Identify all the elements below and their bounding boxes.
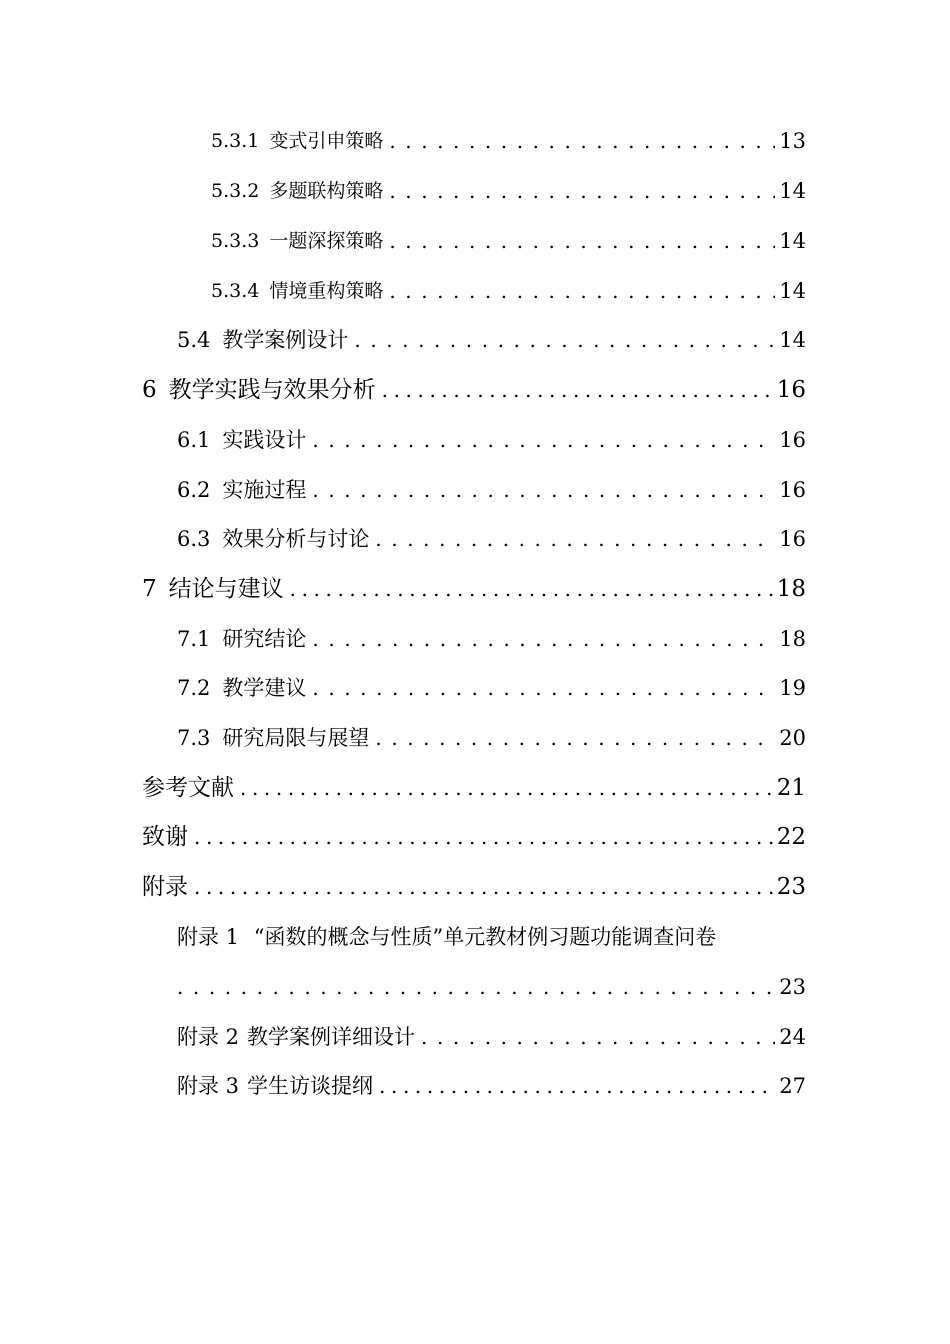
- toc-entry-title: 教学实践与效果分析: [168, 377, 376, 403]
- toc-entry-page: 16: [779, 527, 806, 551]
- toc-entry-title: 变式引申策略: [269, 130, 384, 152]
- toc-entry-page: 14: [779, 279, 806, 303]
- dot-leader: [354, 325, 775, 355]
- toc-entry-title: 多题联构策略: [269, 180, 384, 202]
- toc-entry-page: 18: [779, 627, 806, 651]
- dot-leader: [389, 226, 775, 256]
- toc-entry[interactable]: [177, 673, 806, 703]
- toc-entry-page: 24: [779, 1025, 806, 1049]
- toc-entry[interactable]: [177, 1071, 806, 1101]
- toc-entry-wrapped-title[interactable]: [177, 922, 817, 952]
- toc-entry-page: 21: [776, 775, 806, 801]
- toc-entry-page: 22: [776, 824, 806, 850]
- toc-entry-title: 情境重构策略: [269, 280, 384, 302]
- toc-entry-number: 5.3.1: [211, 130, 260, 152]
- toc-entry[interactable]: [211, 276, 806, 306]
- toc-entry-number: 7.3: [177, 726, 211, 750]
- toc-entry[interactable]: [211, 176, 806, 206]
- toc-entry-number: 6.3: [177, 527, 211, 551]
- toc-entry-page: 16: [776, 377, 806, 403]
- toc-entry-page: 16: [779, 428, 806, 452]
- toc-entry-number: 7: [142, 576, 157, 602]
- toc-entry-page: 19: [779, 676, 806, 700]
- toc-entry-title: 实施过程: [222, 478, 307, 502]
- toc-entry-page: 23: [776, 874, 806, 900]
- toc-entry-number: 5.3.4: [211, 280, 260, 302]
- dot-leader: [194, 872, 773, 902]
- toc-entry-number: 附录 1: [177, 925, 240, 949]
- dot-leader: [421, 1022, 775, 1052]
- dot-leader: [389, 176, 775, 206]
- toc-entry-number: 5.3.2: [211, 180, 260, 202]
- toc-entry-title: 结论与建议: [168, 576, 284, 602]
- toc-entry-number: 7.1: [177, 627, 211, 651]
- toc-entry[interactable]: [177, 624, 806, 654]
- toc-entry-number: 5.4: [177, 328, 211, 352]
- toc-entry-title: 效果分析与讨论: [222, 527, 370, 551]
- toc-entry-title: 教学案例设计: [222, 328, 349, 352]
- toc-entry[interactable]: [142, 872, 806, 902]
- dot-leader: [389, 276, 775, 306]
- toc-entry-number: 6.1: [177, 428, 211, 452]
- toc-entry-title: 教学案例详细设计: [247, 1025, 416, 1049]
- toc-entry-title: 学生访谈提纲: [247, 1074, 374, 1098]
- toc-entry-number: 6.2: [177, 478, 211, 502]
- toc-entry[interactable]: [142, 822, 806, 852]
- toc-entry[interactable]: [211, 226, 806, 256]
- dot-leader: [375, 723, 775, 753]
- toc-entry-title: 致谢: [142, 824, 188, 850]
- toc-entry[interactable]: [177, 1022, 806, 1052]
- toc-entry-number: 5.3.3: [211, 230, 260, 252]
- toc-entry-title: 研究局限与展望: [222, 726, 370, 750]
- toc-entry-title: “函数的概念与性质”单元教材例习题功能调查问卷: [253, 925, 717, 949]
- toc-entry-number: 7.2: [177, 676, 211, 700]
- dot-leader: [290, 574, 773, 604]
- toc-entry-title: 研究结论: [222, 627, 307, 651]
- toc-entry[interactable]: [177, 524, 806, 554]
- toc-entry-title: 教学建议: [222, 676, 307, 700]
- dot-leader: [312, 673, 775, 703]
- toc-entry[interactable]: [142, 375, 806, 405]
- toc-entry-page: 14: [779, 179, 806, 203]
- toc-entry[interactable]: [177, 325, 806, 355]
- toc-entry[interactable]: [142, 773, 806, 803]
- toc-entry-page: 23: [779, 975, 806, 999]
- dot-leader: [177, 972, 775, 1002]
- toc-entry-number: 附录 3: [177, 1074, 240, 1098]
- dot-leader: [312, 425, 775, 455]
- toc-entry[interactable]: [211, 126, 806, 156]
- toc-entry-title: 实践设计: [222, 428, 307, 452]
- dot-leader: [375, 524, 775, 554]
- dot-leader: [240, 773, 773, 803]
- toc-entry[interactable]: [177, 723, 806, 753]
- toc-entry-title: 附录: [142, 874, 188, 900]
- toc-entry-page: 16: [779, 478, 806, 502]
- toc-entry-page: 14: [779, 229, 806, 253]
- toc-entry-page: 13: [779, 129, 806, 153]
- toc-entry-number: 6: [142, 377, 157, 403]
- dot-leader: [382, 375, 773, 405]
- toc-entry-page: 18: [776, 576, 806, 602]
- toc-entry[interactable]: [177, 475, 806, 505]
- toc-entry[interactable]: [177, 425, 806, 455]
- dot-leader: [312, 475, 775, 505]
- dot-leader: [389, 126, 775, 156]
- toc-entry-page: 27: [779, 1074, 806, 1098]
- dot-leader: [194, 822, 773, 852]
- toc-entry-title: 一题深探策略: [269, 230, 384, 252]
- dot-leader: [379, 1071, 775, 1101]
- dot-leader: [312, 624, 775, 654]
- toc-entry[interactable]: [142, 574, 806, 604]
- toc-entry-continuation[interactable]: [177, 972, 806, 1002]
- toc-entry-page: 14: [779, 328, 806, 352]
- toc-entry-title: 参考文献: [142, 775, 234, 801]
- toc-entry-number: 附录 2: [177, 1025, 240, 1049]
- toc-entry-page: 20: [779, 726, 806, 750]
